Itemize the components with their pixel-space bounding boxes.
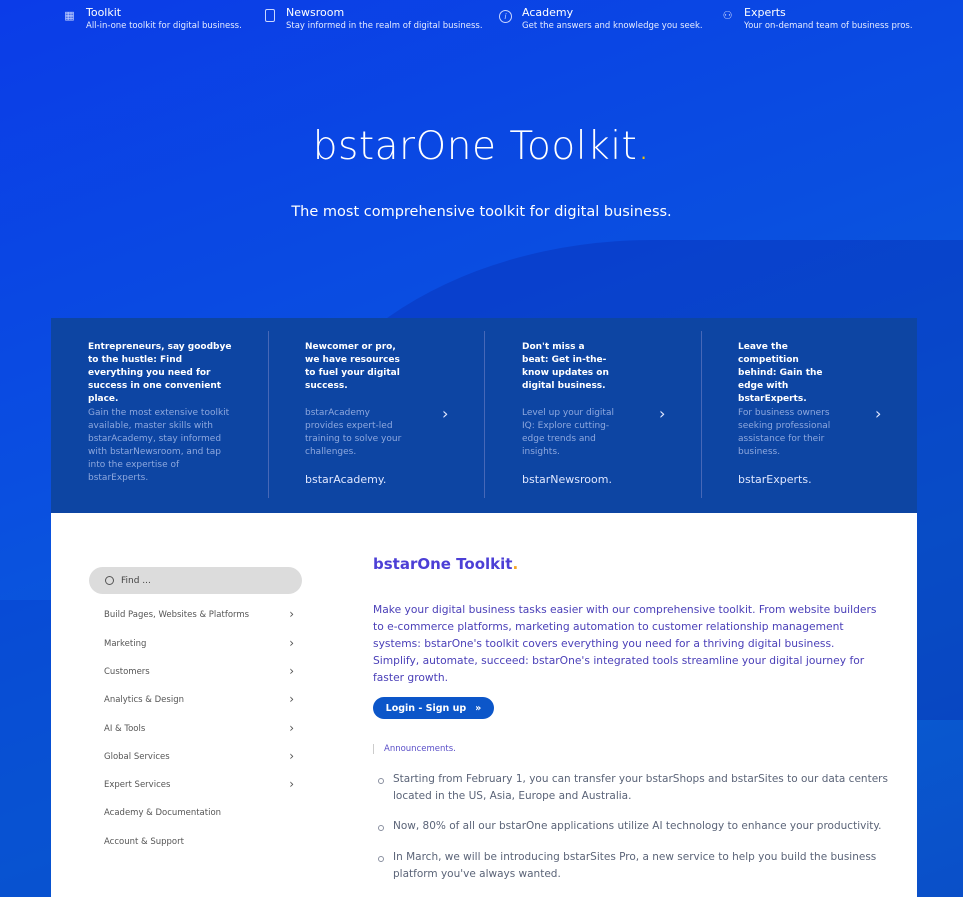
card-text: bstarAcademy provides expert-led training to solve your challenges. — [305, 408, 402, 457]
sidebar-item-label: Marketing — [104, 639, 147, 649]
search-placeholder: Find ... — [121, 575, 151, 586]
sidebar-item-label: Analytics & Design — [104, 695, 184, 705]
card-text: Gain the most extensive toolkit available, master skills with bstarAcademy, stay informed with bstarNewsroom, and tap into the expertise of bstarExperts. — [88, 408, 230, 483]
divider — [484, 331, 485, 498]
sidebar-item-label: Expert Services — [104, 780, 171, 790]
chevron-right-icon[interactable]: › — [659, 404, 666, 423]
chevron-right-icon: › — [289, 664, 294, 678]
card-brand: bstarNewsroom. — [522, 473, 612, 486]
content-title-dot: . — [512, 555, 519, 573]
card-heading: Don't miss a beat: Get in-the-know updates on digital business. — [522, 342, 609, 391]
card-text: Level up your digital IQ: Explore cutting-edge trends and insights. — [522, 408, 614, 457]
card-heading: Newcomer or pro, we have resources to fuel your digital success. — [305, 342, 400, 391]
sidebar-item[interactable] — [104, 808, 294, 818]
announcement-item: Now, 80% of all our bstarOne applications utilize AI technology to enhance your productivity. — [393, 818, 893, 835]
chevron-right-icon[interactable]: › — [875, 404, 882, 423]
login-signup-button[interactable] — [373, 697, 494, 719]
chevron-right-icon: › — [289, 721, 294, 735]
feature-cards — [51, 318, 917, 513]
nav-title: Experts — [744, 6, 786, 19]
sidebar-item-label: Account & Support — [104, 837, 184, 847]
nav-subtitle: Stay informed in the realm of digital business. — [286, 21, 483, 31]
card-experts[interactable] — [738, 318, 898, 513]
card-academy[interactable] — [305, 318, 465, 513]
sidebar-item[interactable] — [104, 636, 294, 650]
button-label: Login - Sign up — [385, 702, 467, 714]
search-input[interactable] — [89, 567, 302, 594]
nav-newsroom[interactable] — [263, 6, 483, 32]
chevron-right-icon: › — [289, 607, 294, 621]
top-nav — [0, 6, 963, 36]
sidebar-item[interactable] — [104, 721, 294, 735]
card-text: For business owners seeking professional assistance for their business. — [738, 408, 831, 457]
hero-subtitle: The most comprehensive toolkit for digital business. — [291, 204, 672, 220]
card-overview — [88, 318, 258, 513]
announcement-item: In March, we will be introducing bstarSites Pro, a new service to help you build the business platform you've always wanted. — [393, 849, 893, 883]
hero-title-dot: . — [637, 124, 651, 169]
chevron-right-icon: › — [289, 636, 294, 650]
tablet-icon — [263, 9, 276, 22]
nav-academy[interactable] — [499, 6, 703, 32]
card-heading: Entrepreneurs, say goodbye to the hustle: Find everything you need for success in one convenient place. — [88, 342, 232, 404]
users-icon: ⚇ — [722, 9, 733, 22]
hero-title — [0, 124, 963, 169]
nav-subtitle: Your on-demand team of business pros. — [744, 21, 913, 31]
card-brand: bstarAcademy. — [305, 473, 387, 486]
card-brand: bstarExperts. — [738, 473, 812, 486]
search-icon — [105, 576, 114, 585]
card-heading: Leave the competition behind: Gain the edge with bstarExperts. — [738, 342, 823, 404]
info-icon: i — [499, 9, 512, 22]
sidebar-item-label: Customers — [104, 667, 150, 677]
nav-experts[interactable] — [721, 6, 913, 32]
main-content — [51, 513, 917, 897]
divider — [268, 331, 269, 498]
intro-paragraph: Make your digital business tasks easier with our comprehensive toolkit. From website builders to e-commerce platforms, marketing automation to customer relationship management systems: bstarOne's toolkit covers everything you need for a thriving digital business. Simplify, automate, succeed: bstarOne's integrated tools streamline your digital journey for faster growth. — [373, 603, 877, 684]
card-newsroom[interactable] — [522, 318, 682, 513]
chevron-right-icon: › — [289, 692, 294, 706]
nav-title: Newsroom — [286, 6, 345, 19]
sidebar-item-label: Global Services — [104, 752, 170, 762]
divider — [701, 331, 702, 498]
hero-title-text: bstarOne Toolkit — [312, 124, 638, 169]
chevron-right-icon: › — [289, 749, 294, 763]
nav-title: Toolkit — [86, 6, 122, 19]
sidebar-item-label: AI & Tools — [104, 724, 146, 734]
double-chevron-icon: » — [475, 702, 482, 714]
nav-toolkit[interactable] — [63, 6, 242, 32]
content-title-text: bstarOne Toolkit — [373, 555, 513, 573]
chevron-right-icon: › — [289, 777, 294, 791]
announcements-heading: Announcements. — [373, 744, 456, 754]
sidebar-item[interactable] — [104, 664, 294, 678]
sidebar-item[interactable] — [104, 777, 294, 791]
grid-icon: ▦ — [64, 9, 75, 22]
nav-subtitle: All-in-one toolkit for digital business. — [86, 21, 242, 31]
sidebar-item[interactable] — [104, 837, 294, 847]
nav-subtitle: Get the answers and knowledge you seek. — [522, 21, 703, 31]
sidebar-item[interactable] — [104, 749, 294, 763]
content-title — [373, 555, 518, 573]
nav-title: Academy — [522, 6, 574, 19]
sidebar-item[interactable] — [104, 607, 294, 621]
chevron-right-icon[interactable]: › — [442, 404, 449, 423]
announcement-item: Starting from February 1, you can transfer your bstarShops and bstarSites to our data centers located in the US, Asia, Europe and Australia. — [393, 771, 893, 805]
sidebar-item[interactable] — [104, 692, 294, 706]
sidebar-item-label: Build Pages, Websites & Platforms — [104, 610, 250, 620]
sidebar-item-label: Academy & Documentation — [104, 808, 222, 818]
